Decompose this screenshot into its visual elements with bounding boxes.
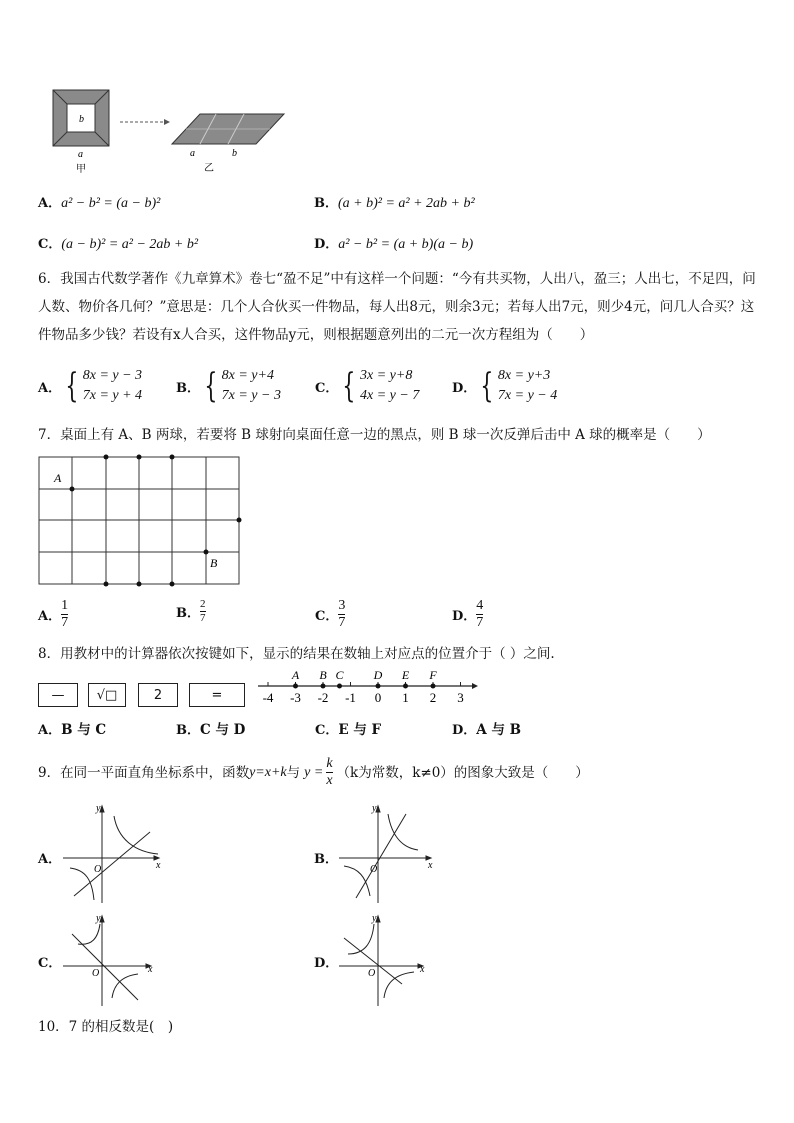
number-line-tick-label: 1 <box>402 690 409 705</box>
q7-option-c[interactable]: C． $\frac{3}{7}$ <box>315 598 346 630</box>
q7-label-a: A <box>54 471 62 485</box>
q5-option-a[interactable]: A．a² − b² = (a − b)² <box>38 196 161 211</box>
q5-label-b-right: b <box>232 148 237 159</box>
q9-graph-d[interactable] <box>334 910 444 1010</box>
number-line-tick-label: -3 <box>290 690 301 705</box>
q6-d-eq2: 7x = y − 4 <box>497 388 558 403</box>
q5-label-a-right: a <box>190 148 195 159</box>
q5-option-d-expr: a² − b² = (a + b)(a − b) <box>338 237 474 252</box>
number-line-point <box>337 684 342 689</box>
q6-d-eq1: 8x = y+3 <box>497 368 551 383</box>
number-line-point-label: A <box>291 668 300 682</box>
q7-table-grid <box>34 452 249 592</box>
q5-option-b[interactable]: B．(a + b)² = a² + 2ab + b² <box>314 196 475 211</box>
number-line-point <box>293 684 298 689</box>
q7-dot-bottom-1 <box>104 582 109 587</box>
svg-text:O: O <box>368 968 376 979</box>
q8-question-text: 8．用教材中的计算器依次按键如下，显示的结果在数轴上对应点的位置介于（ ）之间. <box>38 646 555 662</box>
svg-text:x: x <box>156 860 161 871</box>
number-line-point <box>376 684 381 689</box>
q6-b-eq1: 8x = y+4 <box>221 368 274 383</box>
q9-graph-a[interactable] <box>58 800 168 905</box>
q9-option-b-label[interactable]: B． <box>314 852 338 867</box>
q6-a-eq1: 8x = y − 3 <box>82 368 143 383</box>
svg-text:y: y <box>372 913 377 924</box>
q6-c-eq1: 3x = y+8 <box>360 368 413 383</box>
number-line-tick-label: -2 <box>317 690 329 705</box>
q8-number-line <box>254 664 480 710</box>
svg-text:y: y <box>96 913 101 924</box>
calc-key-equals: = <box>189 683 245 707</box>
q5-figure <box>40 82 300 182</box>
q5-label-a-left: a <box>78 149 83 160</box>
q7-ball-a <box>70 487 75 492</box>
calc-key-2: 2 <box>138 683 178 707</box>
q6-option-d[interactable]: D． { 8x = y+3 7x = y − 4 <box>452 366 558 406</box>
q7-dot-top-2 <box>137 455 142 460</box>
q8-option-b[interactable]: B．C 与 D <box>176 722 246 738</box>
number-line-point-label: C <box>335 668 344 682</box>
q6-option-b[interactable]: B． { 8x = y+4 7x = y − 3 <box>176 366 281 406</box>
q8-option-d[interactable]: D．A 与 B <box>452 722 522 738</box>
q5-option-c-expr: (a − b)² = a² − 2ab + b² <box>61 237 199 252</box>
q7-dot-top-3 <box>170 455 175 460</box>
q7-ball-b <box>204 550 209 555</box>
number-line-tick-label: -4 <box>262 690 274 705</box>
q7-dot-bottom-3 <box>170 582 175 587</box>
q7-option-a[interactable]: A． $\frac{1}{7}$ <box>38 598 69 630</box>
q9-option-d-label[interactable]: D． <box>314 956 339 971</box>
q5-option-c[interactable]: C．(a − b)² = a² − 2ab + b² <box>38 237 199 252</box>
number-line-tick-label: 3 <box>457 690 464 705</box>
q9-option-a-label[interactable]: A． <box>38 852 62 867</box>
number-line-point-label: F <box>429 668 437 682</box>
q5-option-d[interactable]: D．a² − b² = (a + b)(a − b) <box>314 237 474 252</box>
svg-text:O: O <box>92 968 100 979</box>
q6-question-text: 6．我国古代数学著作《九章算术》卷七“盈不足”中有这样一个问题：“今有共买物，人出八，盈三；人出七，不足四，问人数、物价各几何？”意思是：几个人合伙买一件物品，每人出8元，则余3元；若每人出7元，则少4元，问几人合买？这件物品多少钱？若设有x人合买，这件物品y元，则根据题意列出的二元一次方程组为（ ） <box>38 271 756 343</box>
q6-c-eq2: 4x = y − 7 <box>360 388 420 403</box>
svg-text:y: y <box>96 803 101 814</box>
q7-dot-right <box>237 518 242 523</box>
number-line-point <box>403 684 408 689</box>
q6-b-eq2: 7x = y − 3 <box>221 388 281 403</box>
q6-option-c[interactable]: C． { 3x = y+8 4x = y − 7 <box>315 366 420 406</box>
q7-option-d[interactable]: D． $\frac{4}{7}$ <box>452 598 484 630</box>
number-line-point-label: D <box>373 668 383 682</box>
q5-label-b: b <box>79 114 84 125</box>
number-line-tick-label: 2 <box>429 690 437 705</box>
q8-option-c[interactable]: C．E 与 F <box>315 722 382 738</box>
number-line-tick-label: 0 <box>374 690 382 705</box>
q9-graph-c[interactable] <box>58 910 168 1010</box>
q9-option-c-label[interactable]: C． <box>38 956 62 971</box>
number-line-point <box>321 684 326 689</box>
q6-option-a[interactable]: A． { 8x = y − 3 7x = y + 4 <box>38 366 143 406</box>
q5-option-a-expr: a² − b² = (a − b)² <box>61 196 161 211</box>
number-line-point <box>431 684 436 689</box>
svg-text:O: O <box>94 864 102 875</box>
q7-dot-top-1 <box>104 455 109 460</box>
svg-text:y: y <box>372 803 377 814</box>
q5-label-yi: 乙 <box>204 163 214 174</box>
calc-key-minus: — <box>38 683 78 707</box>
q6-a-eq2: 7x = y + 4 <box>82 388 143 403</box>
q7-label-b: B <box>210 556 218 570</box>
q5-label-jia: 甲 <box>76 164 86 175</box>
svg-text:x: x <box>420 964 425 975</box>
svg-text:x: x <box>148 964 153 975</box>
number-line-point-label: E <box>401 668 410 682</box>
number-line-point-label: B <box>319 668 327 682</box>
calc-key-sqrt: √□ <box>88 683 126 707</box>
svg-text:x: x <box>428 860 433 871</box>
q5-option-b-expr: (a + b)² = a² + 2ab + b² <box>338 196 475 211</box>
svg-text:O: O <box>370 864 378 875</box>
q8-option-a[interactable]: A．B 与 C <box>38 722 107 738</box>
q7-question-text: 7．桌面上有 A、B 两球，若要将 B 球射向桌面任意一边的黑点，则 B 球一次反弹后击中 A 球的概率是（ ） <box>38 427 711 443</box>
q7-option-b[interactable]: B． $\frac{2}{7}$ <box>176 598 206 624</box>
q9-question-text: 9．在同一平面直角坐标系中，函数 y=x+k 与 y = $\frac{k}{x}$ （k为常数，k≠0）的图象大致是（ ） <box>38 756 589 788</box>
q10-question-text: 10．7 的相反数是( ) <box>38 1019 174 1035</box>
q9-graph-b[interactable] <box>334 800 444 905</box>
number-line-tick-label: -1 <box>345 690 356 705</box>
q7-dot-bottom-2 <box>137 582 142 587</box>
